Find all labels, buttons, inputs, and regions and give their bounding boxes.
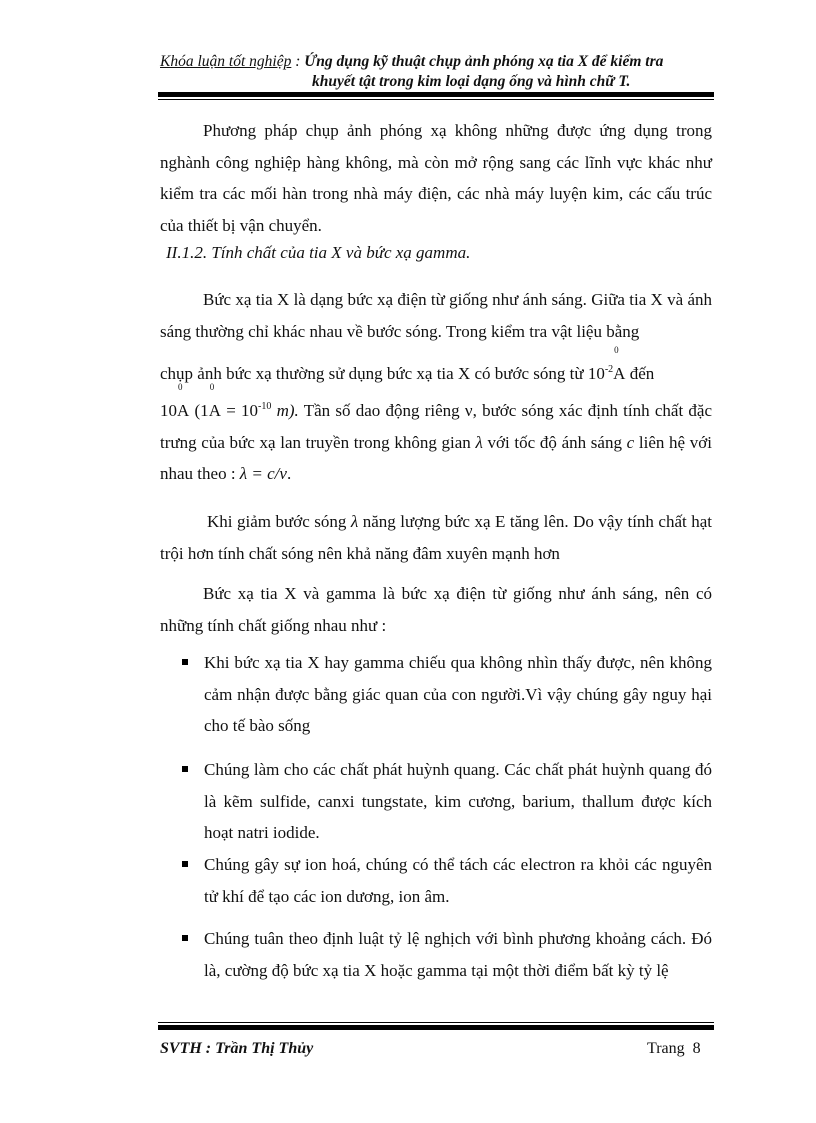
list-item: Chúng làm cho các chất phát huỳnh quang. Các chất phát huỳnh quang đó là kẽm sulfide, canxi tungstate, kim cương, barium, thallum được kích hoạt natri iodide.	[180, 754, 712, 849]
p2-text-a: chụp ảnh bức xạ thường sử dụng bức xạ tia X có bước sóng từ 10	[160, 364, 605, 383]
exponent: -2	[604, 364, 614, 375]
bullet-square-icon	[182, 659, 188, 665]
footer-author: SVTH : Trần Thị Thủy	[160, 1040, 314, 1057]
section-heading: II.1.2. Tính chất của tia X và bức xạ gamma.	[166, 243, 471, 262]
header-separator: :	[291, 53, 305, 70]
paragraph-1: Phương pháp chụp ảnh phóng xạ không những được ứng dụng trong nghành công nghiệp hàng không, mà còn mở rộng sang các lĩnh vực khác như kiểm tra các mối hàn trong nhà máy điện, các nhà máy luyện kim, các cấu trúc của thiết bị vận chuyển.	[160, 121, 712, 235]
paragraph-3: Khi giảm bước sóng λ năng lượng bức xạ E tăng lên. Do vậy tính chất hạt trội hơn tính chất sóng nên khả năng đâm xuyên mạnh hơn	[160, 512, 712, 563]
header-rule	[158, 92, 714, 100]
thesis-title-line-2: khuyết tật trong kim loại dạng ống và hình chữ T.	[312, 73, 631, 90]
angstrom-symbol: 0 A	[208, 382, 221, 420]
angstrom-symbol: 0 A	[177, 382, 190, 420]
header-line-1	[160, 52, 712, 72]
paragraph-2: Bức xạ tia X là dạng bức xạ điện từ giống như ánh sáng. Giữa tia X và ánh sáng thường chỉ khác nhau về bước sóng. Trong kiểm tra vật liệu bằng	[160, 290, 712, 341]
list-item: Khi bức xạ tia X hay gamma chiếu qua không nhìn thấy được, nên không cảm nhận được bằng giác quan của con người.Vì vậy chúng gây nguy hại cho tế bào sống	[180, 647, 712, 742]
bullet-square-icon	[182, 935, 188, 941]
bullet-square-icon	[182, 766, 188, 772]
paragraph-2-line-4: 10 0 A (1 0 $A = 10^{-10}$ m). Tần số dao động riêng ν, bước sóng xác định tính chất đặc trưng của bức xạ lan truyền trong không gian λ với tốc độ ánh sáng c liên hệ với nhau theo : λ = c/ν.	[160, 382, 712, 483]
paragraph-2-line-3	[160, 345, 712, 390]
exponent: -10	[258, 401, 272, 412]
footer-rule	[158, 1022, 714, 1030]
thesis-title-line-1: Ứng dụng kỹ thuật chụp ảnh phóng xạ tia X để kiểm tra	[304, 53, 664, 70]
header-label: Khóa luận tốt nghiệp	[160, 53, 292, 70]
list-item: Chúng gây sự ion hoá, chúng có thể tách các electron ra khỏi các nguyên tử khí để tạo các ion dương, ion âm.	[180, 849, 712, 912]
angstrom-symbol: 0 A	[613, 345, 626, 383]
p2-text-b: đến	[625, 364, 655, 383]
page-number: Trang 8	[647, 1040, 701, 1057]
page-header	[160, 52, 712, 92]
list-item: Chúng tuân theo định luật tỷ lệ nghịch với bình phương khoảng cách. Đó là, cường độ bức xạ tia X hoặc gamma tại một thời điểm bất kỳ tỷ lệ	[180, 923, 712, 986]
paragraph-4: Bức xạ tia X và gamma là bức xạ điện từ giống như ánh sáng, nên có những tính chất giống nhau như :	[160, 584, 712, 635]
formula: λ = c/ν	[239, 464, 287, 483]
bullet-square-icon	[182, 861, 188, 867]
